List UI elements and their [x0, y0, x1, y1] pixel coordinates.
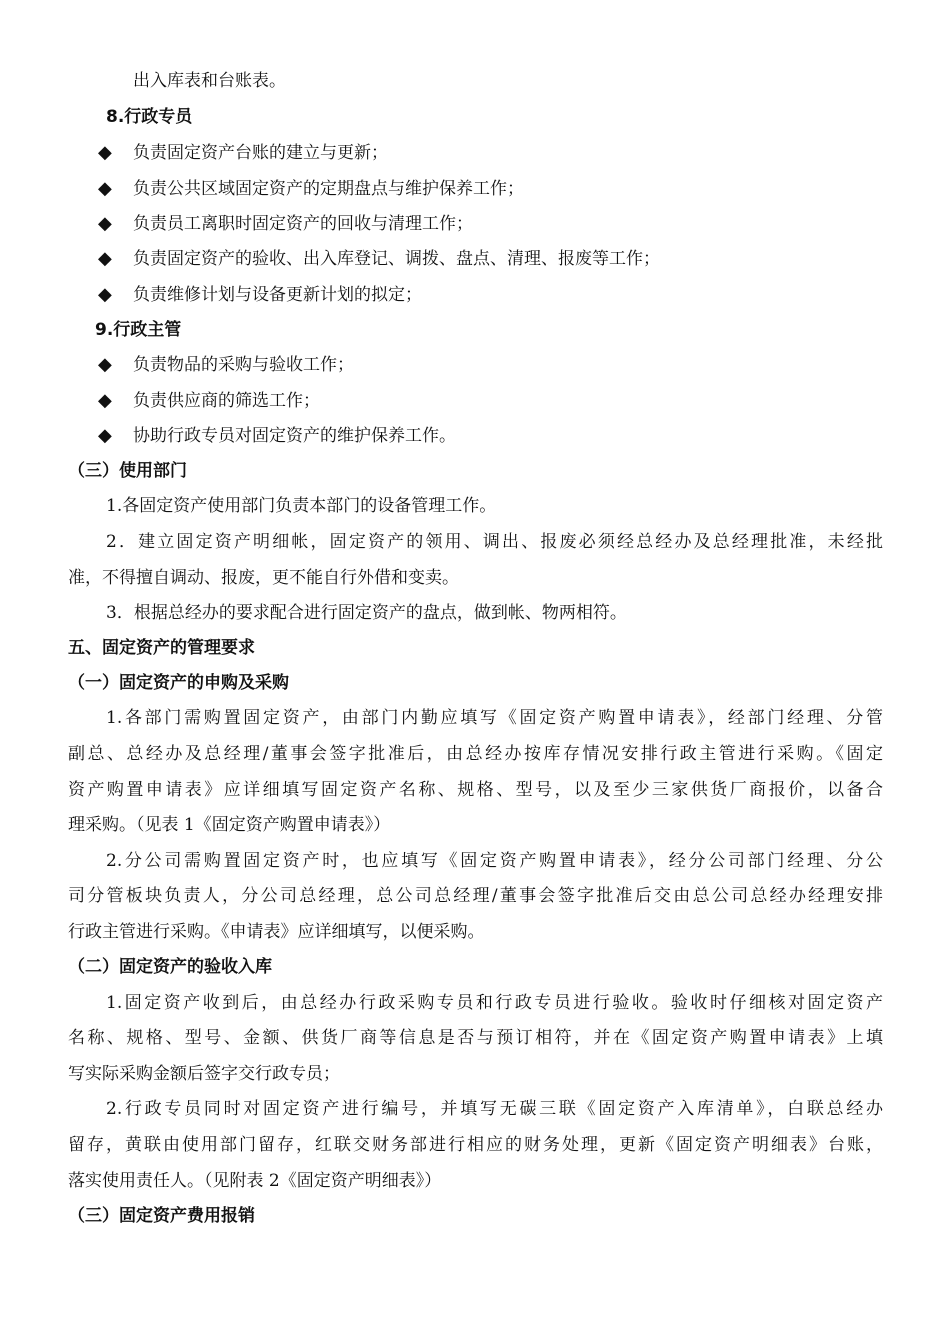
paragraph-line: 1.固定资产收到后，由总经办行政采购专员和行政专员进行验收。验收时仔细核对固定资产: [106, 993, 883, 1013]
paragraph-line: 落实使用责任人。（见附表 2《固定资产明细表》）: [68, 1171, 442, 1191]
paragraph-line: 2．建立固定资产明细帐，固定资产的领用、调出、报废必须经总经办及总经理批准，未经批: [106, 532, 883, 552]
list-item: 负责固定资产台账的建立与更新；: [133, 143, 388, 163]
paragraph-line: 1.各部门需购置固定资产，由部门内勤应填写《固定资产购置申请表》，经部门经理、分管: [106, 708, 883, 728]
subheading: 8.行政专员: [106, 107, 193, 127]
paragraph-line: 名称、规格、型号、金额、供货厂商等信息是否与预订相符，并在《固定资产购置申请表》上填: [68, 1028, 883, 1048]
paragraph-line: 准，不得擅自调动、报废，更不能自行外借和变卖。: [68, 568, 459, 588]
diamond-bullet-icon: ◆: [98, 390, 112, 411]
paragraph-line: 1.各固定资产使用部门负责本部门的设备管理工作。: [106, 496, 497, 516]
list-item: 负责固定资产的验收、出入库登记、调拨、盘点、清理、报废等工作；: [133, 249, 660, 269]
paragraph-line: 2.行政专员同时对固定资产进行编号，并填写无碳三联《固定资产入库清单》，白联总经办: [106, 1099, 883, 1119]
diamond-bullet-icon: ◆: [98, 142, 112, 163]
chapter-heading: 五、固定资产的管理要求: [68, 638, 255, 658]
diamond-bullet-icon: ◆: [98, 213, 112, 234]
diamond-bullet-icon: ◆: [98, 354, 112, 375]
text-line: 出入库表和台账表。: [133, 71, 286, 91]
diamond-bullet-icon: ◆: [98, 178, 112, 199]
paragraph-line: 2.分公司需购置固定资产时，也应填写《固定资产购置申请表》，经分公司部门经理、分公: [106, 851, 883, 871]
list-item: 负责公共区域固定资产的定期盘点与维护保养工作；: [133, 179, 524, 199]
list-item: 协助行政专员对固定资产的维护保养工作。: [133, 426, 456, 446]
list-item: 负责物品的采购与验收工作；: [133, 355, 354, 375]
paragraph-line: 3．根据总经办的要求配合进行固定资产的盘点，做到帐、物两相符。: [106, 603, 627, 623]
paragraph-line: 副总、总经办及总经理/董事会签字批准后，由总经办按库存情况安排行政主管进行采购。《固定: [68, 744, 883, 764]
paragraph-line: 司分管板块负责人，分公司总经理，总公司总经理/董事会签字批准后交由总公司总经办经理安排: [68, 886, 883, 906]
section-heading: （三）固定资产费用报销: [68, 1206, 255, 1226]
section-heading: （二）固定资产的验收入库: [68, 957, 272, 977]
diamond-bullet-icon: ◆: [98, 425, 112, 446]
list-item: 负责供应商的筛选工作；: [133, 391, 320, 411]
paragraph-line: 写实际采购金额后签字交行政专员；: [68, 1064, 340, 1084]
list-item: 负责员工离职时固定资产的回收与清理工作；: [133, 214, 473, 234]
paragraph-line: 行政主管进行采购。《申请表》应详细填写，以便采购。: [68, 922, 485, 942]
paragraph-line: 资产购置申请表》应详细填写固定资产名称、规格、型号，以及至少三家供货厂商报价，以备合: [68, 780, 883, 800]
section-heading: （三）使用部门: [68, 461, 187, 481]
diamond-bullet-icon: ◆: [98, 248, 112, 269]
paragraph-line: 留存，黄联由使用部门留存，红联交财务部进行相应的财务处理，更新《固定资产明细表》台账，: [68, 1135, 883, 1155]
paragraph-line: 理采购。（见表 1《固定资产购置申请表》）: [68, 815, 391, 835]
section-heading: （一）固定资产的申购及采购: [68, 673, 289, 693]
list-item: 负责维修计划与设备更新计划的拟定；: [133, 285, 422, 305]
subheading: 9.行政主管: [95, 320, 182, 340]
diamond-bullet-icon: ◆: [98, 284, 112, 305]
